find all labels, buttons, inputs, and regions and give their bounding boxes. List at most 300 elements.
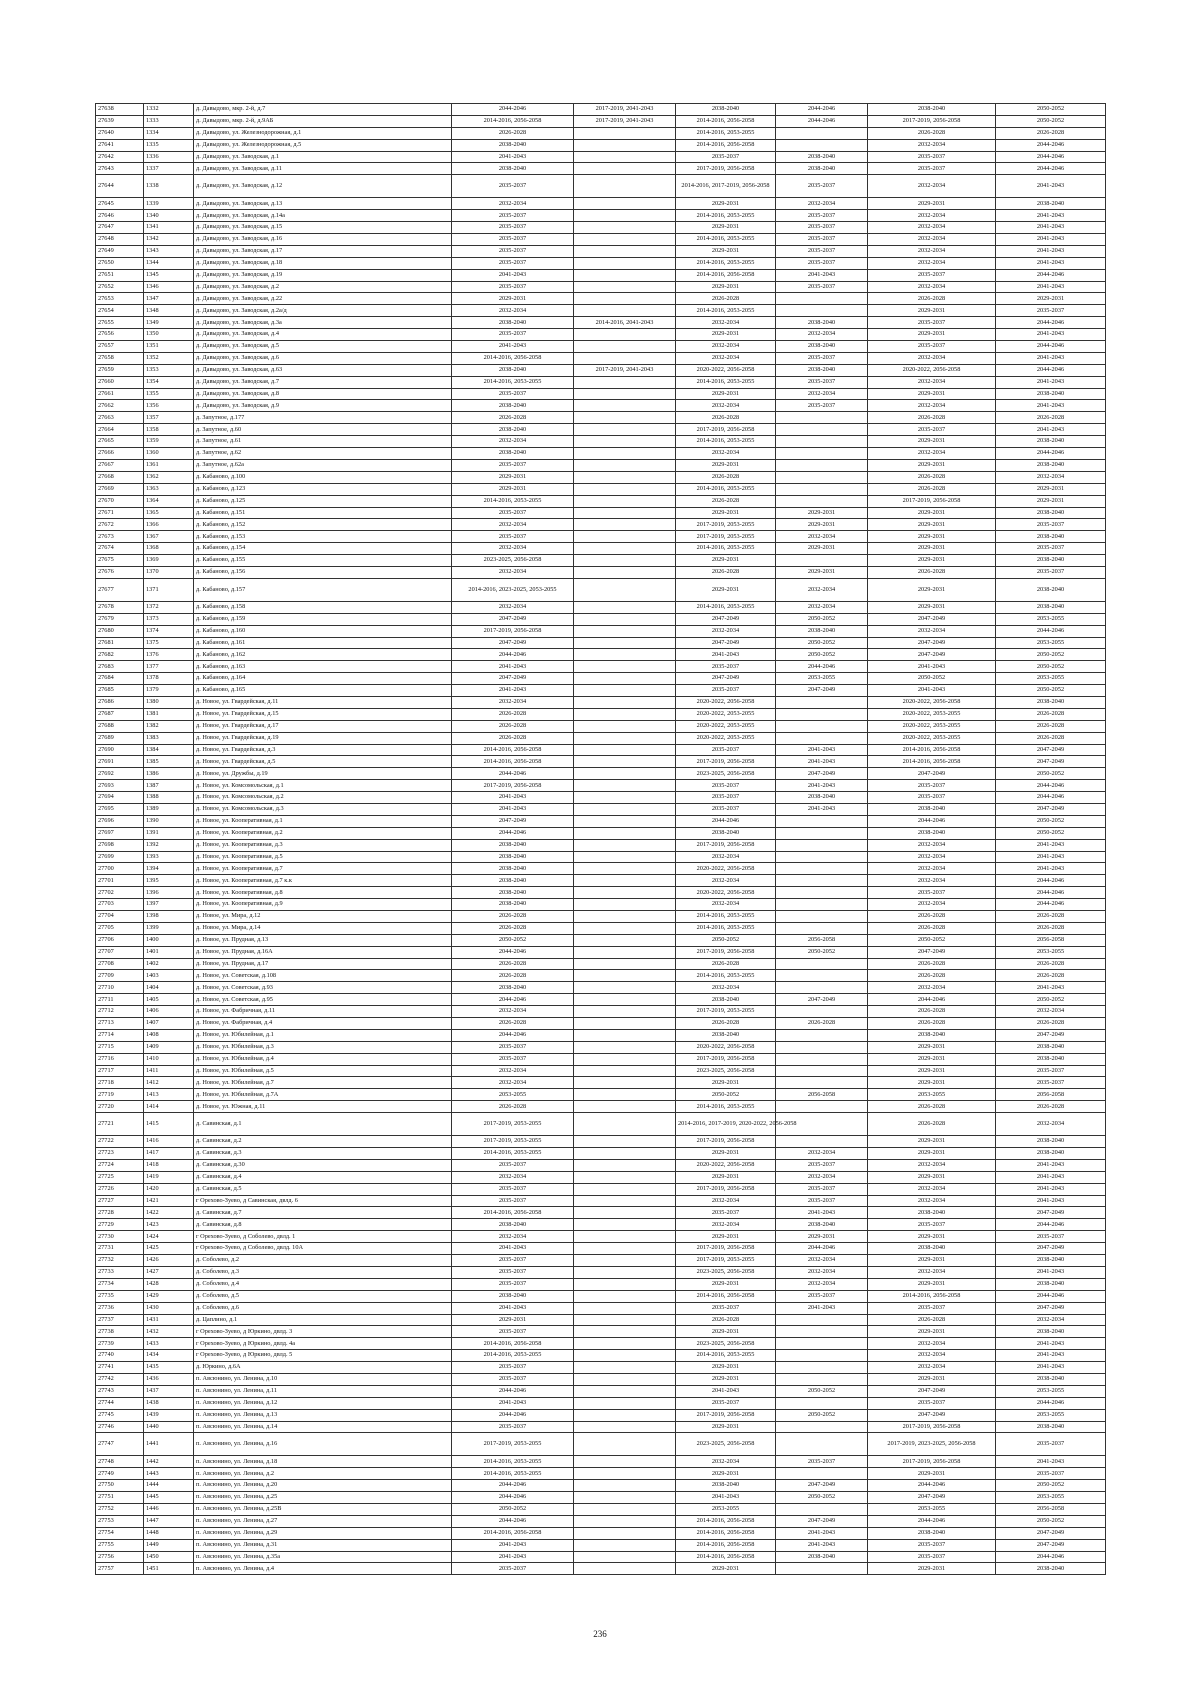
period-cell-2 — [574, 1101, 676, 1113]
period-cell-6: 2038-2040 — [996, 1136, 1106, 1148]
period-cell-3: 2023-2025, 2056-2058 — [676, 1433, 776, 1456]
period-cell-4 — [776, 1006, 868, 1018]
period-cell-5: 2026-2028 — [868, 412, 996, 424]
table-row — [96, 245, 1106, 257]
row-id-cell: 27653 — [96, 293, 144, 305]
row-id-cell: 27648 — [96, 234, 144, 246]
table-row — [96, 756, 1106, 768]
table-row — [96, 887, 1106, 899]
period-cell-2 — [574, 459, 676, 471]
row-number-cell: 1424 — [144, 1231, 194, 1243]
period-cell-5: 2029-2031 — [868, 519, 996, 531]
period-cell-3: 2032-2034 — [676, 448, 776, 460]
row-number-cell: 1335 — [144, 139, 194, 151]
period-cell-2 — [574, 1159, 676, 1171]
row-number-cell: 1341 — [144, 222, 194, 234]
address-cell: п. Авсюнино, ул. Ленина, д.29 — [194, 1527, 452, 1539]
period-cell-3: 2017-2019, 2056-2058 — [676, 1053, 776, 1065]
period-cell-5: 2026-2028 — [868, 922, 996, 934]
address-cell: д. Новое, ул. Кооперативная, д.9 — [194, 899, 452, 911]
period-cell-5: 2047-2049 — [868, 613, 996, 625]
table-row — [96, 1326, 1106, 1338]
row-id-cell: 27745 — [96, 1409, 144, 1421]
address-cell: д. Новое, ул. Гвардейская, д.3 — [194, 744, 452, 756]
table-row — [96, 649, 1106, 661]
row-id-cell: 27720 — [96, 1101, 144, 1113]
period-cell-4: 2038-2040 — [776, 341, 868, 353]
period-cell-5: 2035-2037 — [868, 780, 996, 792]
period-cell-4 — [776, 1041, 868, 1053]
period-cell-1: 2035-2037 — [452, 234, 574, 246]
address-cell: д. Новое, ул. Юбилейная, д.3 — [194, 1041, 452, 1053]
period-cell-3: 2029-2031 — [676, 459, 776, 471]
period-cell-6: 2026-2028 — [996, 1018, 1106, 1030]
period-cell-3: 2014-2016, 2053-2055 — [676, 1350, 776, 1362]
row-id-cell: 27680 — [96, 625, 144, 637]
period-cell-4: 2050-2052 — [776, 1409, 868, 1421]
period-cell-3: 2014-2016, 2053-2055 — [676, 922, 776, 934]
period-cell-2 — [574, 1503, 676, 1515]
row-id-cell: 27741 — [96, 1362, 144, 1374]
row-number-cell: 1413 — [144, 1089, 194, 1101]
row-id-cell: 27722 — [96, 1136, 144, 1148]
period-cell-3: 2017-2019, 2056-2058 — [676, 1243, 776, 1255]
period-cell-6: 2038-2040 — [996, 1326, 1106, 1338]
row-id-cell: 27728 — [96, 1207, 144, 1219]
period-cell-6: 2035-2037 — [996, 543, 1106, 555]
period-cell-3: 2029-2031 — [676, 507, 776, 519]
period-cell-6: 2026-2028 — [996, 732, 1106, 744]
address-cell: г Орехово-Зуево, д Юркино, двлд. 4а — [194, 1338, 452, 1350]
period-cell-2 — [574, 555, 676, 567]
address-cell: д. Савинская, д.8 — [194, 1219, 452, 1231]
period-cell-2 — [574, 744, 676, 756]
row-number-cell: 1389 — [144, 803, 194, 815]
period-cell-3: 2035-2037 — [676, 780, 776, 792]
period-cell-6: 2026-2028 — [996, 911, 1106, 923]
table-row — [96, 720, 1106, 732]
period-cell-4 — [776, 555, 868, 567]
row-number-cell: 1394 — [144, 863, 194, 875]
table-row — [96, 673, 1106, 685]
address-cell: д. Кабаново, д.125 — [194, 495, 452, 507]
period-cell-6: 2044-2046 — [996, 899, 1106, 911]
period-cell-3: 2038-2040 — [676, 104, 776, 116]
period-cell-5: 2029-2031 — [868, 329, 996, 341]
period-cell-3: 2014-2016, 2056-2058 — [676, 1515, 776, 1527]
table-row — [96, 115, 1106, 127]
address-cell: д. Запутное, д.62а — [194, 459, 452, 471]
table-row — [96, 1563, 1106, 1575]
period-cell-4: 2041-2043 — [776, 744, 868, 756]
address-cell: д. Кабаново, д.159 — [194, 613, 452, 625]
row-number-cell: 1449 — [144, 1539, 194, 1551]
period-cell-1: 2038-2040 — [452, 899, 574, 911]
period-cell-1: 2041-2043 — [452, 792, 574, 804]
address-cell: д. Давыдово, ул. Заводская, д.63 — [194, 364, 452, 376]
row-number-cell: 1371 — [144, 578, 194, 601]
period-cell-2 — [574, 151, 676, 163]
period-cell-1: 2032-2034 — [452, 696, 574, 708]
period-cell-5: 2020-2022, 2056-2058 — [868, 696, 996, 708]
period-cell-1: 2032-2034 — [452, 1231, 574, 1243]
period-cell-4 — [776, 1101, 868, 1113]
period-cell-5: 2032-2034 — [868, 1362, 996, 1374]
address-cell: д. Новое, ул. Кооперативная, д.5 — [194, 851, 452, 863]
period-cell-3: 2017-2019, 2056-2058 — [676, 946, 776, 958]
address-cell: д. Давыдово, ул. Железнодорожная, д.5 — [194, 139, 452, 151]
period-cell-2 — [574, 507, 676, 519]
row-id-cell: 27684 — [96, 673, 144, 685]
period-cell-5: 2035-2037 — [868, 887, 996, 899]
period-cell-5: 2026-2028 — [868, 970, 996, 982]
period-cell-3: 2014-2016, 2053-2055 — [676, 305, 776, 317]
address-cell: д. Новое, ул. Гвардейская, д.11 — [194, 696, 452, 708]
period-cell-1: 2038-2040 — [452, 851, 574, 863]
period-cell-2 — [574, 815, 676, 827]
row-number-cell: 1334 — [144, 127, 194, 139]
period-cell-6: 2038-2040 — [996, 198, 1106, 210]
row-number-cell: 1361 — [144, 459, 194, 471]
period-cell-6: 2044-2046 — [996, 780, 1106, 792]
period-cell-1: 2035-2037 — [452, 257, 574, 269]
address-cell: д. Новое, ул. Гвардейская, д.17 — [194, 720, 452, 732]
period-cell-3: 2026-2028 — [676, 412, 776, 424]
period-cell-1: 2035-2037 — [452, 388, 574, 400]
period-cell-2 — [574, 234, 676, 246]
period-cell-6: 2044-2046 — [996, 875, 1106, 887]
period-cell-2 — [574, 1041, 676, 1053]
period-cell-5: 2029-2031 — [868, 388, 996, 400]
period-cell-2 — [574, 1350, 676, 1362]
row-id-cell: 27713 — [96, 1018, 144, 1030]
period-cell-2 — [574, 1266, 676, 1278]
row-id-cell: 27729 — [96, 1219, 144, 1231]
period-cell-2 — [574, 1290, 676, 1302]
period-cell-4: 2032-2034 — [776, 1266, 868, 1278]
table-row — [96, 281, 1106, 293]
period-cell-4 — [776, 827, 868, 839]
period-cell-2 — [574, 1207, 676, 1219]
row-id-cell: 27725 — [96, 1171, 144, 1183]
period-cell-6: 2050-2052 — [996, 685, 1106, 697]
period-cell-6: 2041-2043 — [996, 376, 1106, 388]
period-cell-4: 2038-2040 — [776, 792, 868, 804]
table-row — [96, 911, 1106, 923]
period-cell-1: 2038-2040 — [452, 163, 574, 175]
period-cell-6: 2044-2046 — [996, 1551, 1106, 1563]
period-cell-1: 2041-2043 — [452, 1243, 574, 1255]
row-id-cell: 27667 — [96, 459, 144, 471]
period-cell-1: 2041-2043 — [452, 803, 574, 815]
period-cell-2 — [574, 803, 676, 815]
period-cell-2 — [574, 1136, 676, 1148]
row-number-cell: 1429 — [144, 1290, 194, 1302]
row-id-cell: 27730 — [96, 1231, 144, 1243]
period-cell-6: 2047-2049 — [996, 756, 1106, 768]
row-number-cell: 1405 — [144, 994, 194, 1006]
period-cell-4: 2050-2052 — [776, 637, 868, 649]
row-id-cell: 27673 — [96, 531, 144, 543]
table-row — [96, 1219, 1106, 1231]
period-cell-4 — [776, 899, 868, 911]
period-cell-3: 2014-2016, 2056-2058 — [676, 1539, 776, 1551]
table-row — [96, 958, 1106, 970]
period-cell-4 — [776, 495, 868, 507]
period-cell-6: 2050-2052 — [996, 827, 1106, 839]
address-cell: д. Давыдово, ул. Заводская, д.2 — [194, 281, 452, 293]
row-id-cell: 27669 — [96, 483, 144, 495]
period-cell-3: 2014-2016, 2053-2055 — [676, 436, 776, 448]
period-cell-2 — [574, 756, 676, 768]
row-number-cell: 1450 — [144, 1551, 194, 1563]
period-cell-3: 2029-2031 — [676, 1563, 776, 1575]
period-cell-1: 2032-2034 — [452, 543, 574, 555]
row-id-cell: 27683 — [96, 661, 144, 673]
period-cell-3: 2047-2049 — [676, 637, 776, 649]
table-row — [96, 744, 1106, 756]
row-id-cell: 27697 — [96, 827, 144, 839]
period-cell-2 — [574, 1243, 676, 1255]
period-cell-6: 2026-2028 — [996, 720, 1106, 732]
period-cell-4: 2029-2031 — [776, 519, 868, 531]
address-cell: п. Авсюнино, ул. Ленина, д.27 — [194, 1515, 452, 1527]
period-cell-3: 2017-2019, 2056-2058 — [676, 163, 776, 175]
address-cell: д. Новое, ул. Прудная, д.17 — [194, 958, 452, 970]
period-cell-5: 2029-2031 — [868, 1255, 996, 1267]
row-number-cell: 1355 — [144, 388, 194, 400]
period-cell-3: 2032-2034 — [676, 851, 776, 863]
row-id-cell: 27646 — [96, 210, 144, 222]
address-cell: д. Соболево, д.3 — [194, 1266, 452, 1278]
period-cell-4: 2041-2043 — [776, 756, 868, 768]
row-id-cell: 27650 — [96, 257, 144, 269]
period-cell-6: 2044-2046 — [996, 317, 1106, 329]
table-row — [96, 388, 1106, 400]
period-cell-2 — [574, 1183, 676, 1195]
period-cell-2 — [574, 376, 676, 388]
period-cell-3: 2032-2034 — [676, 352, 776, 364]
period-cell-1: 2035-2037 — [452, 1041, 574, 1053]
address-cell: п. Авсюнино, ул. Ленина, д.10 — [194, 1373, 452, 1385]
period-cell-4: 2035-2037 — [776, 257, 868, 269]
row-number-cell: 1338 — [144, 175, 194, 198]
period-cell-1: 2029-2031 — [452, 483, 574, 495]
table-row — [96, 1314, 1106, 1326]
period-cell-1: 2035-2037 — [452, 175, 574, 198]
period-cell-3: 2020-2022, 2056-2058 — [676, 364, 776, 376]
table-row — [96, 613, 1106, 625]
period-cell-2 — [574, 768, 676, 780]
period-cell-4: 2029-2031 — [776, 507, 868, 519]
period-cell-1: 2032-2034 — [452, 1006, 574, 1018]
period-cell-5: 2032-2034 — [868, 625, 996, 637]
period-cell-5: 2032-2034 — [868, 376, 996, 388]
table-row — [96, 269, 1106, 281]
period-cell-6: 2026-2028 — [996, 922, 1106, 934]
row-number-cell: 1399 — [144, 922, 194, 934]
period-cell-5: 2032-2034 — [868, 281, 996, 293]
row-id-cell: 27651 — [96, 269, 144, 281]
period-cell-3: 2029-2031 — [676, 1148, 776, 1160]
row-id-cell: 27707 — [96, 946, 144, 958]
row-number-cell: 1440 — [144, 1421, 194, 1433]
period-cell-3: 2035-2037 — [676, 1302, 776, 1314]
table-row — [96, 1468, 1106, 1480]
period-cell-4: 2038-2040 — [776, 1551, 868, 1563]
period-cell-3: 2029-2031 — [676, 1362, 776, 1374]
table-row — [96, 566, 1106, 578]
period-cell-5: 2032-2034 — [868, 222, 996, 234]
period-cell-3: 2041-2043 — [676, 1385, 776, 1397]
row-id-cell: 27689 — [96, 732, 144, 744]
period-cell-4 — [776, 127, 868, 139]
address-cell: д. Давыдово, ул. Заводская, д.7 — [194, 376, 452, 388]
period-cell-2 — [574, 436, 676, 448]
table-row — [96, 483, 1106, 495]
period-cell-4 — [776, 851, 868, 863]
period-cell-3: 2023-2025, 2056-2058 — [676, 768, 776, 780]
row-number-cell: 1396 — [144, 887, 194, 899]
period-cell-1: 2014-2016, 2056-2058 — [452, 756, 574, 768]
period-cell-5: 2029-2031 — [868, 555, 996, 567]
period-cell-6: 2026-2028 — [996, 958, 1106, 970]
period-cell-4 — [776, 436, 868, 448]
row-id-cell: 27671 — [96, 507, 144, 519]
period-cell-4 — [776, 839, 868, 851]
period-cell-3: 2014-2016, 2053-2055 — [676, 127, 776, 139]
period-cell-1: 2044-2046 — [452, 649, 574, 661]
address-cell: д. Савинская, д.30 — [194, 1159, 452, 1171]
period-cell-4: 2044-2046 — [776, 104, 868, 116]
period-cell-2 — [574, 1302, 676, 1314]
table-row — [96, 317, 1106, 329]
row-number-cell: 1432 — [144, 1326, 194, 1338]
row-id-cell: 27681 — [96, 637, 144, 649]
period-cell-5: 2029-2031 — [868, 1136, 996, 1148]
table-row — [96, 400, 1106, 412]
period-cell-3: 2014-2016, 2053-2055 — [676, 1101, 776, 1113]
repair-schedule-table — [95, 103, 1106, 1575]
address-cell: п. Авсюнино, ул. Ленина, д.20 — [194, 1480, 452, 1492]
period-cell-5: 2026-2028 — [868, 911, 996, 923]
period-cell-3: 2026-2028 — [676, 1314, 776, 1326]
period-cell-3: 2032-2034 — [676, 625, 776, 637]
period-cell-3: 2020-2022, 2056-2058 — [676, 1041, 776, 1053]
row-id-cell: 27708 — [96, 958, 144, 970]
period-cell-6: 2038-2040 — [996, 1373, 1106, 1385]
period-cell-5: 2032-2034 — [868, 400, 996, 412]
period-cell-1: 2053-2055 — [452, 1089, 574, 1101]
row-number-cell: 1398 — [144, 911, 194, 923]
period-cell-1: 2032-2034 — [452, 519, 574, 531]
period-cell-5: 2032-2034 — [868, 982, 996, 994]
period-cell-5: 2029-2031 — [868, 1373, 996, 1385]
period-cell-6: 2047-2049 — [996, 1527, 1106, 1539]
address-cell: д. Савинская, д.7 — [194, 1207, 452, 1219]
period-cell-6: 2035-2037 — [996, 519, 1106, 531]
row-id-cell: 27688 — [96, 720, 144, 732]
period-cell-2 — [574, 341, 676, 353]
row-id-cell: 27731 — [96, 1243, 144, 1255]
period-cell-5: 2029-2031 — [868, 1563, 996, 1575]
period-cell-4: 2038-2040 — [776, 625, 868, 637]
period-cell-2 — [574, 625, 676, 637]
period-cell-3: 2029-2031 — [676, 198, 776, 210]
table-row — [96, 708, 1106, 720]
row-id-cell: 27675 — [96, 555, 144, 567]
period-cell-1: 2047-2049 — [452, 815, 574, 827]
period-cell-3: 2029-2031 — [676, 1468, 776, 1480]
period-cell-5: 2038-2040 — [868, 1527, 996, 1539]
row-number-cell: 1438 — [144, 1397, 194, 1409]
period-cell-2 — [574, 1113, 676, 1136]
row-id-cell: 27652 — [96, 281, 144, 293]
row-number-cell: 1372 — [144, 601, 194, 613]
period-cell-6: 2038-2040 — [996, 555, 1106, 567]
period-cell-5: 2029-2031 — [868, 305, 996, 317]
row-number-cell: 1349 — [144, 317, 194, 329]
row-id-cell: 27663 — [96, 412, 144, 424]
period-cell-6: 2041-2043 — [996, 329, 1106, 341]
table-row — [96, 163, 1106, 175]
period-cell-4 — [776, 1136, 868, 1148]
period-cell-1: 2041-2043 — [452, 151, 574, 163]
row-number-cell: 1428 — [144, 1278, 194, 1290]
period-cell-5: 2032-2034 — [868, 139, 996, 151]
row-id-cell: 27694 — [96, 792, 144, 804]
period-cell-1: 2035-2037 — [452, 1278, 574, 1290]
period-cell-2 — [574, 1515, 676, 1527]
period-cell-6: 2038-2040 — [996, 1148, 1106, 1160]
period-cell-2 — [574, 1053, 676, 1065]
period-cell-6: 2050-2052 — [996, 649, 1106, 661]
period-cell-5: 2026-2028 — [868, 1006, 996, 1018]
address-cell: д. Давыдово, ул. Железнодорожная, д.1 — [194, 127, 452, 139]
period-cell-1: 2026-2028 — [452, 412, 574, 424]
period-cell-1: 2026-2028 — [452, 922, 574, 934]
row-id-cell: 27723 — [96, 1148, 144, 1160]
address-cell: п. Авсюнино, ул. Ленина, д.12 — [194, 1397, 452, 1409]
period-cell-5: 2032-2034 — [868, 851, 996, 863]
period-cell-5: 2029-2031 — [868, 1278, 996, 1290]
period-cell-5: 2032-2034 — [868, 1266, 996, 1278]
row-id-cell: 27710 — [96, 982, 144, 994]
period-cell-5: 2047-2049 — [868, 649, 996, 661]
row-id-cell: 27686 — [96, 696, 144, 708]
address-cell: д. Савинская, д.2 — [194, 1136, 452, 1148]
period-cell-3: 2017-2019, 2053-2055 — [676, 519, 776, 531]
row-id-cell: 27641 — [96, 139, 144, 151]
period-cell-4: 2029-2031 — [776, 543, 868, 555]
period-cell-1: 2050-2052 — [452, 934, 574, 946]
row-number-cell: 1382 — [144, 720, 194, 732]
period-cell-2: 2017-2019, 2041-2043 — [574, 115, 676, 127]
period-cell-4: 2050-2052 — [776, 1492, 868, 1504]
period-cell-1: 2032-2034 — [452, 601, 574, 613]
period-cell-2 — [574, 946, 676, 958]
period-cell-4: 2032-2034 — [776, 601, 868, 613]
period-cell-1: 2038-2040 — [452, 364, 574, 376]
period-cell-2 — [574, 708, 676, 720]
row-id-cell: 27714 — [96, 1029, 144, 1041]
address-cell: д. Новое, ул. Дружбы, д.19 — [194, 768, 452, 780]
table-row — [96, 946, 1106, 958]
period-cell-1: 2038-2040 — [452, 875, 574, 887]
period-cell-4: 2047-2049 — [776, 1515, 868, 1527]
period-cell-6: 2044-2046 — [996, 625, 1106, 637]
period-cell-1: 2026-2028 — [452, 958, 574, 970]
